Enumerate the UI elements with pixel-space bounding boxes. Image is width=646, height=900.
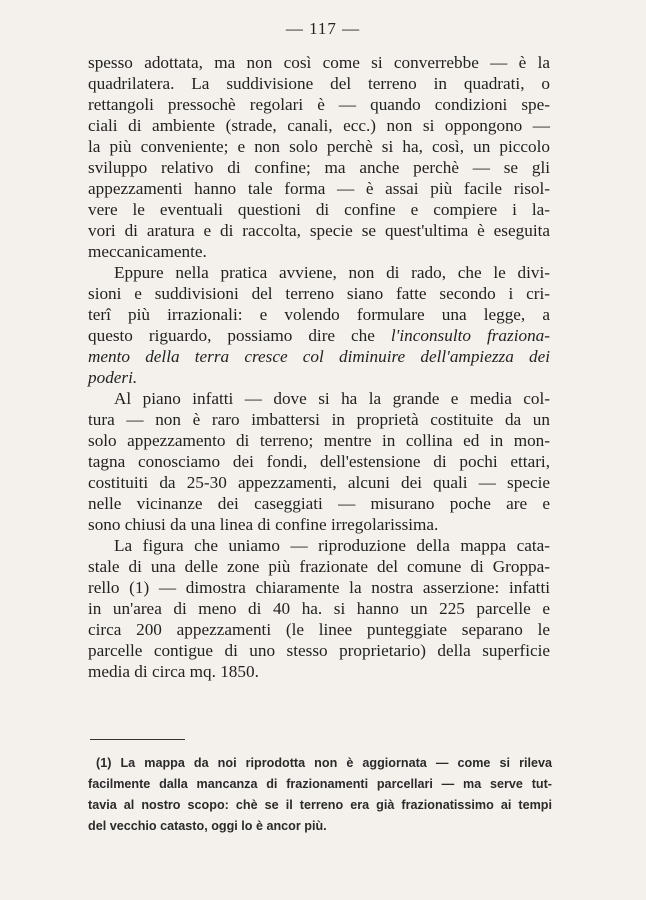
footnote-line: del vecchio catasto, oggi lo è ancor più.: [88, 819, 327, 833]
body-line: quadrilatera. La suddivisione del terreno in quadrati, o: [88, 74, 550, 93]
body-line: solo appezzamento di terreno; mentre in collina ed in mon-: [88, 431, 550, 450]
body-line-italic: poderi.: [88, 368, 138, 387]
body-line: tagna conosciamo dei fondi, dell'estensione di pochi ettari,: [88, 452, 550, 471]
footnote: [88, 753, 552, 837]
body-text: [88, 52, 550, 682]
body-line: ciali di ambiente (strade, canali, ecc.) non si oppongono —: [88, 116, 550, 135]
body-line: sono chiusi da una linea di confine irregolarissima.: [88, 515, 439, 534]
footnote-line: tavia al nostro scopo: chè se il terreno era già frazionatissimo ai tempi: [88, 798, 552, 812]
body-line: Eppure nella pratica avviene, non di rado, che le divi-: [114, 263, 550, 282]
body-line: stale di una delle zone più frazionate del comune di Groppa-: [88, 557, 550, 576]
body-line: la più conveniente; e non solo perchè si ha, così, un piccolo: [88, 137, 550, 156]
body-line: tura — non è raro imbattersi in proprietà costituite da un: [88, 410, 550, 429]
body-line: rello (1) — dimostra chiaramente la nostra asserzione: infatti: [88, 578, 550, 597]
body-line: nelle vicinanze dei caseggiati — misurano poche are e: [88, 494, 550, 513]
body-line: vori di aratura e di raccolta, specie se quest'ultima è eseguita: [88, 221, 550, 240]
body-line: circa 200 appezzamenti (le linee punteggiate separano le: [88, 620, 550, 639]
body-line: costituiti da 25-30 appezzamenti, alcuni dei quali — specie: [88, 473, 550, 492]
body-line: sioni e suddivisioni del terreno siano fatte secondo i cri-: [88, 284, 550, 303]
body-line: vere le eventuali questioni di confine e compiere i la-: [88, 200, 550, 219]
footnote-line: (1) La mappa da noi riprodotta non è aggiornata — come si rileva: [96, 756, 552, 770]
body-line-italic: l'inconsulto fraziona-: [390, 326, 550, 345]
body-line: sviluppo relativo di confine; ma anche perchè — se gli: [88, 158, 550, 177]
body-line: appezzamenti hanno tale forma — è assai più facile risol-: [88, 179, 550, 198]
footnote-divider: [90, 739, 185, 740]
page-number: — 117 —: [285, 19, 361, 38]
body-line-roman: questo riguardo, possiamo dire che: [88, 326, 375, 345]
body-line: parcelle contigue di uno stesso proprietario) della superficie: [88, 641, 550, 660]
body-line: meccanicamente.: [88, 242, 207, 261]
body-line: terî più irrazionali: e volendo formulare una legge, a: [88, 305, 550, 324]
body-line: rettangoli pressochè regolari è — quando condizioni spe-: [88, 95, 550, 114]
body-line: La figura che uniamo — riproduzione della mappa cata-: [114, 536, 550, 555]
body-line: spesso adottata, ma non così come si converrebbe — è la: [88, 53, 550, 72]
body-line: in un'area di meno di 40 ha. si hanno un 225 parcelle e: [88, 599, 550, 618]
body-line-mixed: [88, 325, 550, 346]
footnote-line: facilmente dalla mancanza di frazionamenti parcellari — ma serve tut-: [88, 777, 552, 791]
body-line: media di circa mq. 1850.: [88, 662, 259, 681]
body-line: Al piano infatti — dove si ha la grande e media col-: [114, 389, 550, 408]
body-line-italic: mento della terra cresce col diminuire dell'ampiezza dei: [88, 347, 550, 366]
